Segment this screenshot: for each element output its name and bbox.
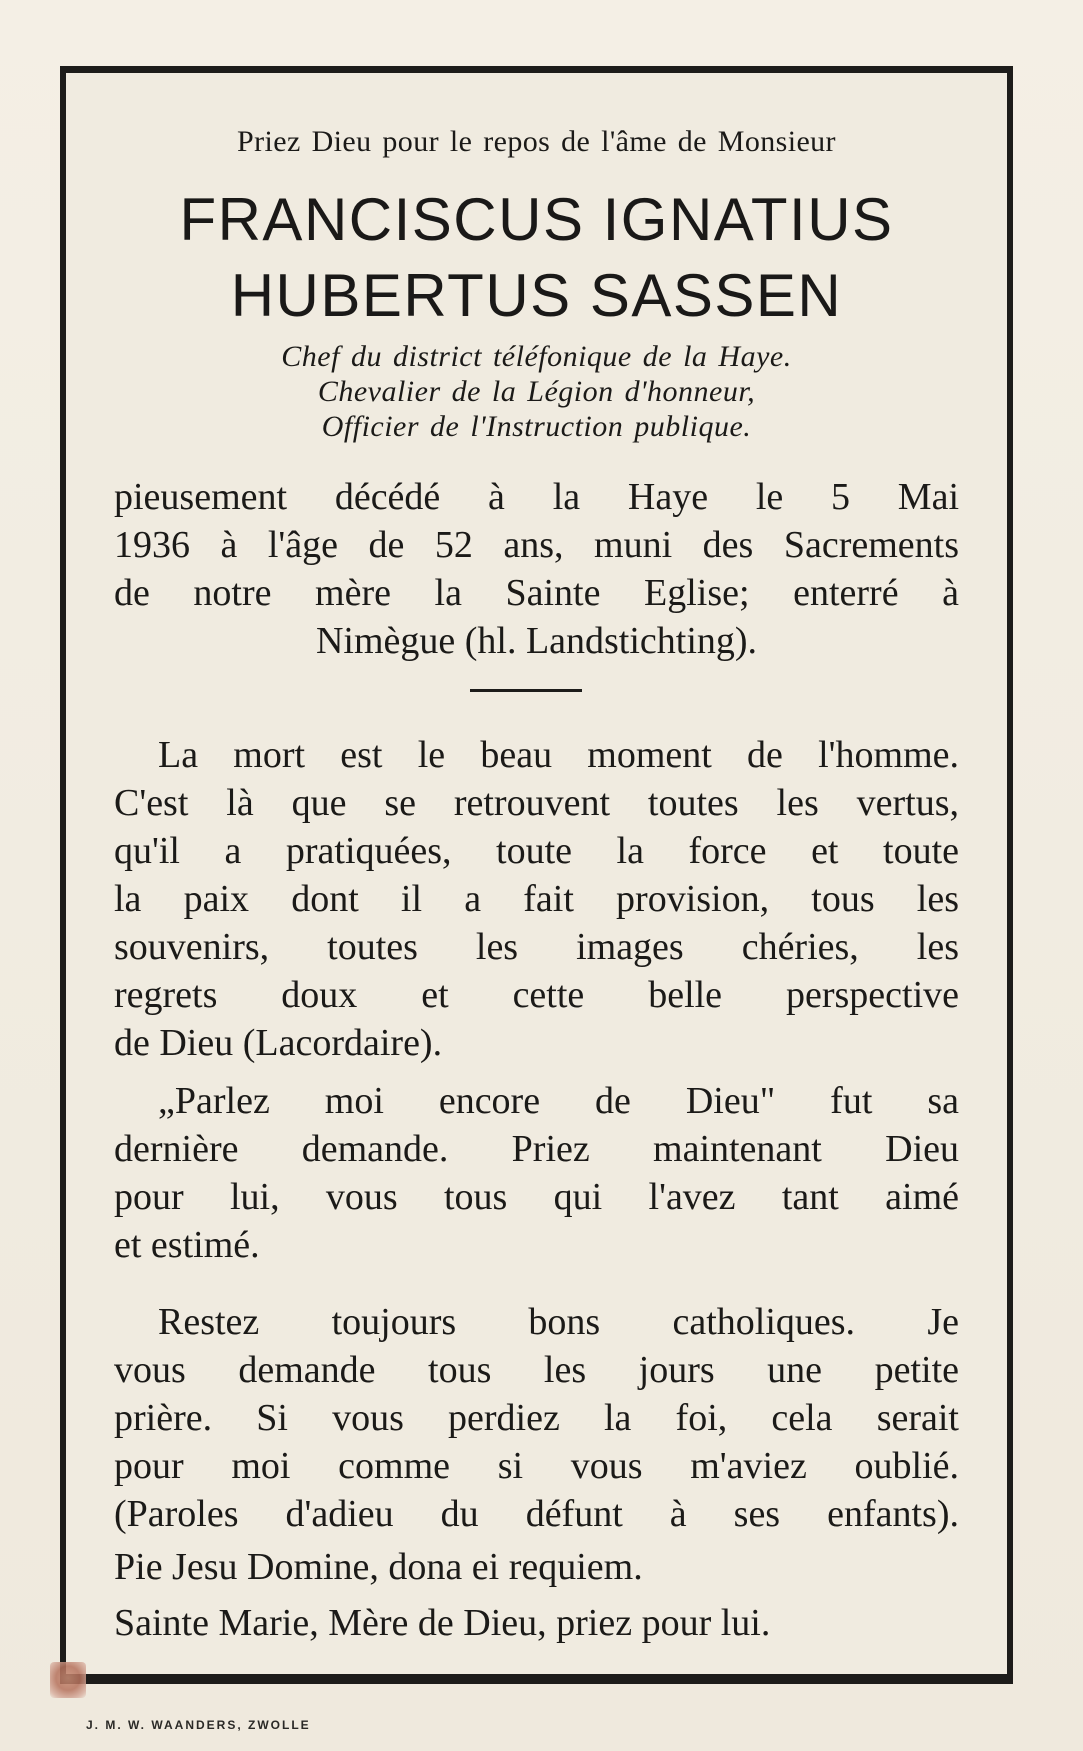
deceased-name-line-2: HUBERTUS SASSEN <box>230 262 843 329</box>
closing-prayers <box>114 1539 959 1651</box>
deceased-name-line-1: FRANCISCUS IGNATIUS <box>179 186 894 253</box>
paragraph-line: Restez toujours bons catholiques. Je <box>158 1301 959 1343</box>
farewell-words-paragraph <box>114 1298 959 1538</box>
prayer-intro: Priez Dieu pour le repos de l'âme de Monsieur <box>237 125 836 158</box>
death-notice-line: pieusement décédé à la Haye le 5 Mai <box>114 476 959 518</box>
paragraph-line: (Paroles d'adieu du défunt à ses enfants). <box>114 1493 959 1535</box>
paragraph-line: de Dieu (Lacordaire). <box>114 1022 443 1064</box>
paragraph-line: regrets doux et cette belle perspective <box>114 974 959 1016</box>
paragraph-line: vous demande tous les jours une petite <box>114 1349 959 1391</box>
title-line: Officier de l'Instruction publique. <box>321 410 752 443</box>
deceased-titles <box>114 339 959 444</box>
last-request-paragraph <box>114 1077 959 1269</box>
separator-rule <box>470 689 582 692</box>
death-notice-line: Nimègue (hl. Landstichting). <box>315 620 758 662</box>
paragraph-line: souvenirs, toutes les images chéries, les <box>114 926 959 968</box>
small-seal-stamp <box>50 1662 86 1698</box>
closing-prayer-line: Sainte Marie, Mère de Dieu, priez pour lui. <box>114 1602 771 1644</box>
death-notice-line: 1936 à l'âge de 52 ans, muni des Sacrements <box>114 524 959 566</box>
paragraph-line: la paix dont il a fait provision, tous les <box>114 878 959 920</box>
closing-prayer-line: Pie Jesu Domine, dona ei requiem. <box>114 1546 643 1588</box>
paragraph-line: dernière demande. Priez maintenant Dieu <box>114 1128 959 1170</box>
paragraph-line: prière. Si vous perdiez la foi, cela serait <box>114 1397 959 1439</box>
printer-imprint: J. M. W. WAANDERS, ZWOLLE <box>86 1718 311 1732</box>
paragraph-line: qu'il a pratiquées, toute la force et toute <box>114 830 959 872</box>
title-line: Chef du district téléfonique de la Haye. <box>281 340 792 373</box>
death-notice <box>114 473 959 665</box>
paragraph-line: La mort est le beau moment de l'homme. <box>158 734 959 776</box>
paragraph-line: pour moi comme si vous m'aviez oublié. <box>114 1445 959 1487</box>
paragraph-line: et estimé. <box>114 1224 260 1266</box>
black-border-frame <box>60 66 1013 1684</box>
paragraph-line: pour lui, vous tous qui l'avez tant aimé <box>114 1176 959 1218</box>
paragraph-line: „Parlez moi encore de Dieu" fut sa <box>158 1080 959 1122</box>
lacordaire-quote-paragraph <box>114 731 959 1067</box>
title-line: Chevalier de la Légion d'honneur, <box>317 375 756 408</box>
death-notice-line: de notre mère la Sainte Eglise; enterré à <box>114 572 959 614</box>
paragraph-line: C'est là que se retrouvent toutes les vertus, <box>114 782 959 824</box>
